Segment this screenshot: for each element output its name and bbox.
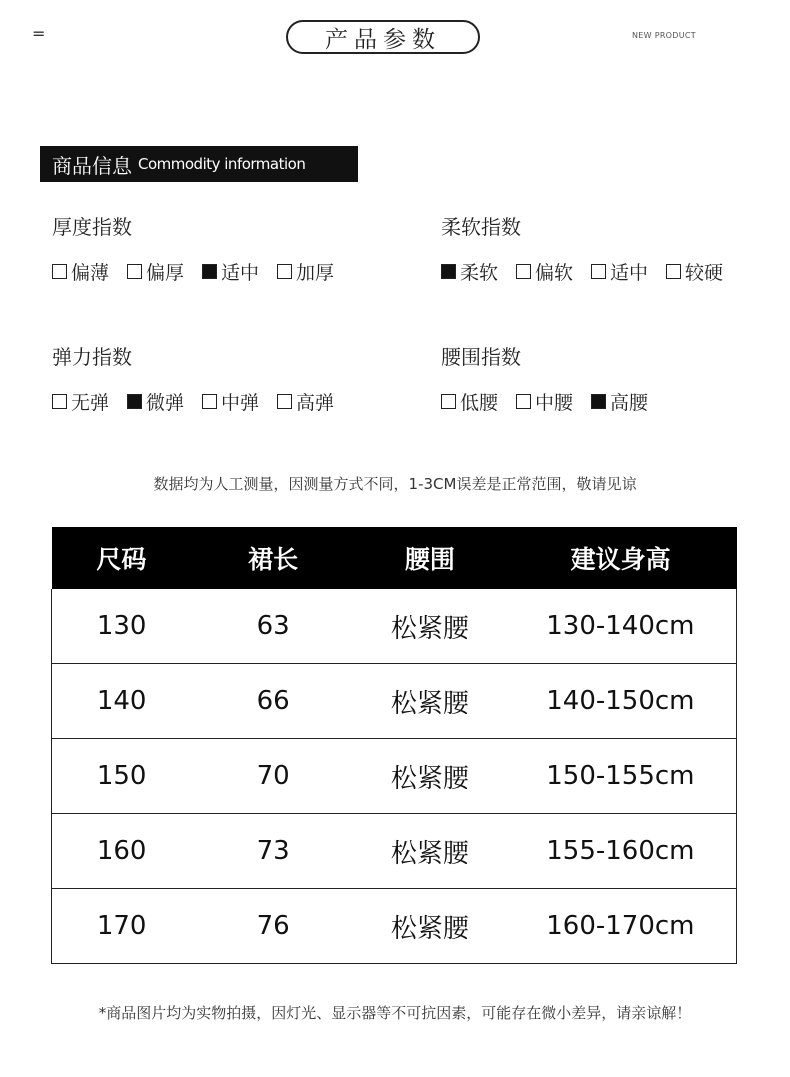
index-option — [277, 258, 334, 285]
table-cell: 76 — [191, 889, 355, 964]
option-label: 中弹 — [221, 392, 260, 414]
unchecked-box-icon — [277, 264, 292, 279]
option-label: 低腰 — [460, 392, 499, 414]
index-option — [666, 258, 723, 285]
option-label: 偏软 — [535, 262, 574, 284]
measurement-note: 数据均为人工测量，因测量方式不同，1-3CM误差是正常范围，敬请见谅 — [153, 475, 637, 493]
header-waist: 腰围 — [355, 527, 505, 589]
section-title-en: Commodity information — [138, 155, 306, 173]
table-header-row — [52, 527, 737, 589]
menu-mark: = — [32, 24, 45, 43]
table-cell: 66 — [191, 664, 355, 739]
option-label: 较硬 — [685, 262, 724, 284]
option-label: 适中 — [221, 262, 260, 284]
table-cell: 130-140cm — [505, 589, 737, 664]
option-label: 柔软 — [460, 262, 499, 284]
index-option — [52, 258, 109, 285]
table-row — [52, 889, 737, 964]
header-height: 建议身高 — [505, 527, 737, 589]
index-option — [441, 258, 498, 285]
section-header — [40, 146, 358, 182]
table-cell: 155-160cm — [505, 814, 737, 889]
index-title: 弹力指数 — [52, 345, 132, 369]
index-options — [52, 388, 352, 415]
table-cell: 140 — [52, 664, 192, 739]
option-label: 偏厚 — [146, 262, 185, 284]
index-option — [127, 258, 184, 285]
unchecked-box-icon — [666, 264, 681, 279]
table-cell: 160-170cm — [505, 889, 737, 964]
table-row — [52, 739, 737, 814]
unchecked-box-icon — [277, 394, 292, 409]
option-label: 适中 — [610, 262, 649, 284]
header-size: 尺码 — [52, 527, 192, 589]
table-cell: 70 — [191, 739, 355, 814]
checked-box-icon — [591, 394, 606, 409]
new-product-label: NEW PRODUCT — [632, 31, 696, 40]
option-label: 高腰 — [610, 392, 649, 414]
section-title-zh: 商品信息 — [52, 153, 132, 178]
table-cell: 松紧腰 — [355, 814, 505, 889]
index-options — [441, 388, 666, 415]
option-label: 中腰 — [535, 392, 574, 414]
index-option — [591, 388, 648, 415]
index-title: 腰围指数 — [441, 345, 521, 369]
checked-box-icon — [202, 264, 217, 279]
option-label: 微弹 — [146, 392, 185, 414]
unchecked-box-icon — [202, 394, 217, 409]
index-option — [441, 388, 498, 415]
checked-box-icon — [127, 394, 142, 409]
table-cell: 松紧腰 — [355, 664, 505, 739]
table-row — [52, 814, 737, 889]
index-option — [127, 388, 184, 415]
table-row — [52, 589, 737, 664]
table-cell: 150-155cm — [505, 739, 737, 814]
table-cell: 150 — [52, 739, 192, 814]
unchecked-box-icon — [441, 394, 456, 409]
table-cell: 松紧腰 — [355, 589, 505, 664]
option-label: 加厚 — [296, 262, 335, 284]
checked-box-icon — [441, 264, 456, 279]
table-cell: 73 — [191, 814, 355, 889]
index-options — [52, 258, 352, 285]
index-option — [516, 388, 573, 415]
option-label: 无弹 — [71, 392, 110, 414]
page-title: 产品参数 — [286, 20, 480, 54]
index-option — [52, 388, 109, 415]
unchecked-box-icon — [52, 394, 67, 409]
table-cell: 松紧腰 — [355, 889, 505, 964]
waist-index — [441, 341, 666, 415]
size-table — [51, 527, 737, 964]
table-cell: 160 — [52, 814, 192, 889]
unchecked-box-icon — [516, 394, 531, 409]
index-option — [202, 388, 259, 415]
unchecked-box-icon — [127, 264, 142, 279]
unchecked-box-icon — [52, 264, 67, 279]
table-row — [52, 664, 737, 739]
table-cell: 130 — [52, 589, 192, 664]
header-length: 裙长 — [191, 527, 355, 589]
option-label: 偏薄 — [71, 262, 110, 284]
index-title: 厚度指数 — [52, 215, 132, 239]
unchecked-box-icon — [591, 264, 606, 279]
thickness-index — [52, 211, 352, 285]
table-cell: 170 — [52, 889, 192, 964]
index-title: 柔软指数 — [441, 215, 521, 239]
table-cell: 140-150cm — [505, 664, 737, 739]
unchecked-box-icon — [516, 264, 531, 279]
index-option — [277, 388, 334, 415]
index-option — [202, 258, 259, 285]
option-label: 高弹 — [296, 392, 335, 414]
table-cell: 63 — [191, 589, 355, 664]
elasticity-index — [52, 341, 352, 415]
index-option — [516, 258, 573, 285]
index-option — [591, 258, 648, 285]
table-cell: 松紧腰 — [355, 739, 505, 814]
footer-note: *商品图片均为实物拍摄，因灯光、显示器等不可抗因素，可能存在微小差异，请亲谅解！ — [98, 1004, 692, 1022]
softness-index — [441, 211, 741, 285]
index-options — [441, 258, 741, 285]
